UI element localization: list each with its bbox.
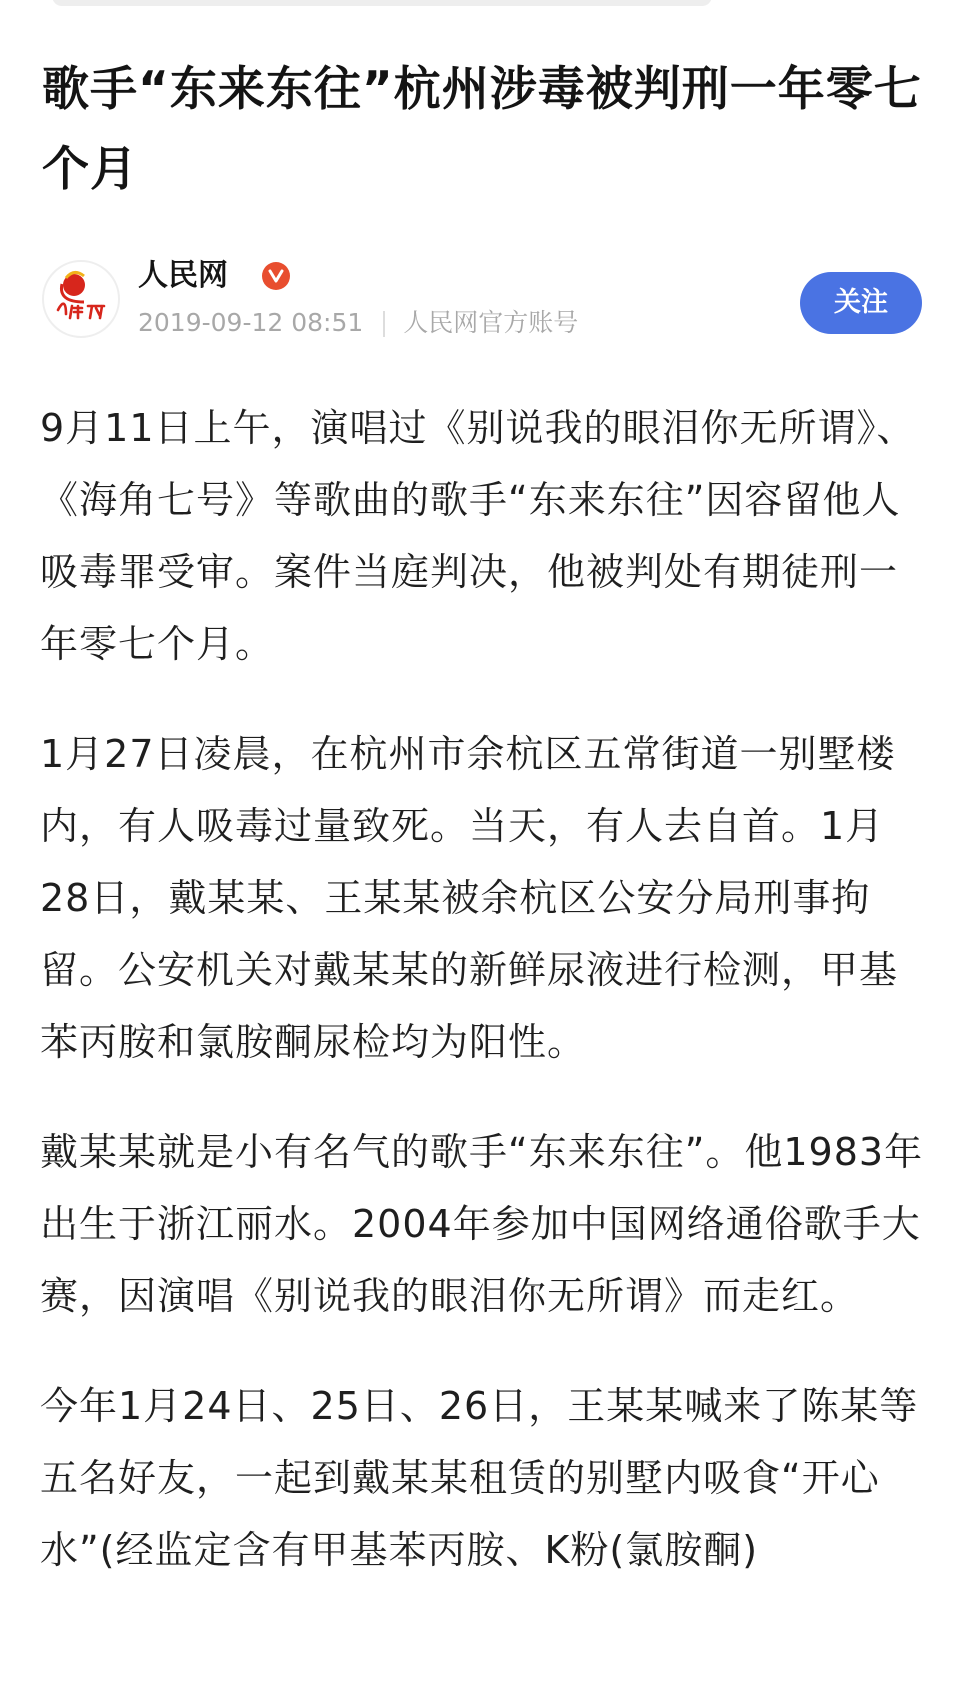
follow-button[interactable]: 关注	[800, 272, 922, 334]
meta-divider	[383, 311, 385, 337]
verified-badge-icon	[262, 262, 290, 290]
search-bar-remnant[interactable]	[52, 0, 712, 6]
article-paragraph: 戴某某就是小有名气的歌手“东来东往”。他1983年出生于浙江丽水。2004年参加中国网络通俗歌手大赛，因演唱《别说我的眼泪你无所谓》而走红。	[40, 1130, 924, 1318]
author-name[interactable]: 人民网	[138, 258, 228, 293]
people-daily-logo-icon	[44, 262, 118, 336]
article-paragraph: 今年1月24日、25日、26日，王某某喊来了陈某等五名好友，一起到戴某某租赁的别墅内吸食“开心水”(经监定含有甲基苯丙胺、K粉(氯胺酮)	[40, 1384, 919, 1572]
post-meta	[138, 306, 578, 340]
article-body	[40, 392, 924, 1624]
article-paragraph: 1月27日凌晨，在杭州市余杭区五常街道一别墅楼内，有人吸毒过量致死。当天，有人去自首。1月28日，戴某某、王某某被余杭区公安分局刑事拘留。公安机关对戴某某的新鲜尿液进行检测，甲基苯丙胺和氯胺酮尿检均为阳性。	[40, 732, 899, 1064]
post-datetime: 2019-09-12 08:51	[138, 308, 364, 337]
article-title: 歌手“东来东往”杭州涉毒被判刑一年零七个月	[42, 62, 922, 197]
author-avatar[interactable]	[42, 260, 120, 338]
author-info	[42, 252, 922, 352]
article-paragraph: 9月11日上午，演唱过《别说我的眼泪你无所谓》、《海角七号》等歌曲的歌手“东来东往”因容留他人吸毒罪受审。案件当庭判决，他被判处有期徒刑一年零七个月。	[40, 406, 916, 666]
account-type: 人民网官方账号	[403, 308, 579, 337]
top-search-bar-edge	[0, 0, 960, 10]
